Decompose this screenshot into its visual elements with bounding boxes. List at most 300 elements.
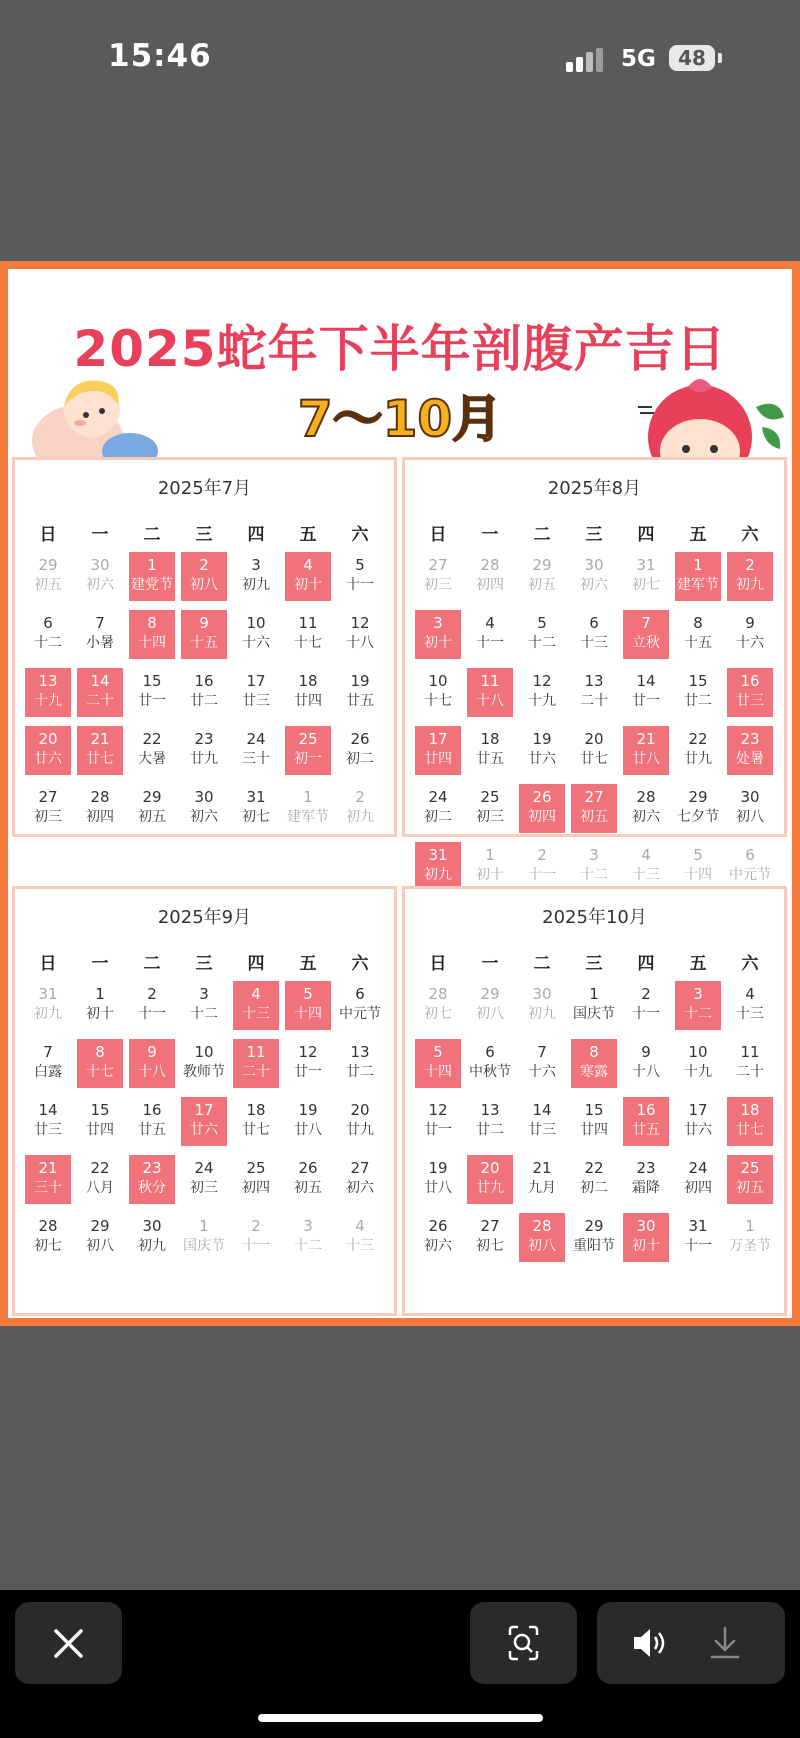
day-cell: [415, 981, 461, 1030]
day-number: 1: [745, 1217, 755, 1235]
day-number: 29: [688, 788, 708, 806]
lunar-label: 白露: [34, 1064, 62, 1080]
poster-content: [8, 269, 792, 1318]
lunar-label: 国庆节: [573, 1006, 615, 1022]
lunar-label: 十四: [138, 635, 166, 651]
day-number: 19: [350, 672, 370, 690]
day-number: 12: [350, 614, 370, 632]
day-number: 9: [199, 614, 209, 632]
day-cell: [623, 981, 669, 1030]
day-cell: [337, 1213, 383, 1262]
lunar-label: 廿三: [242, 693, 270, 709]
day-cell: [519, 610, 565, 659]
lunar-label: 十二: [190, 1006, 218, 1022]
day-cell: [129, 726, 175, 775]
weekday-header: 二: [533, 525, 551, 545]
day-number: 4: [485, 614, 495, 632]
day-number: 21: [636, 730, 656, 748]
day-number: 13: [350, 1043, 370, 1061]
auspicious-day-cell: [77, 1039, 123, 1088]
day-cell: [77, 1155, 123, 1204]
day-cell: [675, 1155, 721, 1204]
lunar-label: 廿三: [34, 1122, 62, 1138]
day-number: 2: [355, 788, 365, 806]
day-number: 8: [95, 1043, 105, 1061]
day-number: 23: [740, 730, 760, 748]
calendar-poster: [0, 261, 800, 1326]
lunar-label: 十三: [736, 1006, 764, 1022]
lunar-label: 初三: [424, 577, 452, 593]
day-number: 29: [584, 1217, 604, 1235]
close-button[interactable]: [15, 1602, 122, 1684]
lunar-label: 建军节: [287, 809, 329, 825]
day-cell: [337, 1155, 383, 1204]
day-cell: [623, 552, 669, 601]
day-number: 12: [298, 1043, 318, 1061]
day-number: 10: [246, 614, 266, 632]
speaker-icon[interactable]: [597, 1602, 691, 1684]
lunar-label: 初六: [190, 809, 218, 825]
day-cell: [727, 610, 773, 659]
lunar-label: 廿七: [580, 751, 608, 767]
lunar-label: 廿六: [528, 751, 556, 767]
lunar-label: 初十: [86, 1006, 114, 1022]
day-cell: [77, 610, 123, 659]
day-number: 8: [589, 1043, 599, 1061]
day-cell: [675, 1097, 721, 1146]
day-number: 10: [688, 1043, 708, 1061]
weekday-header: 日: [39, 525, 57, 545]
weekday-header: 三: [195, 954, 213, 974]
lunar-label: 廿三: [528, 1122, 556, 1138]
lunar-label: 万圣节: [729, 1238, 771, 1254]
lunar-label: 初五: [294, 1180, 322, 1196]
auspicious-day-cell: [415, 726, 461, 775]
lunar-label: 初七: [242, 809, 270, 825]
day-number: 29: [532, 556, 552, 574]
weekday-header: 四: [247, 525, 265, 545]
lunar-label: 初八: [190, 577, 218, 593]
weekday-header: 六: [741, 525, 759, 545]
day-cell: [675, 784, 721, 833]
lunar-label: 廿九: [346, 1122, 374, 1138]
lunar-label: 初八: [736, 809, 764, 825]
day-cell: [519, 1039, 565, 1088]
weekday-header: 日: [429, 954, 447, 974]
day-number: 1: [485, 846, 495, 864]
lunar-label: 十七: [86, 1064, 114, 1080]
day-number: 26: [298, 1159, 318, 1177]
day-cell: [181, 1213, 227, 1262]
lunar-label: 初十: [632, 1238, 660, 1254]
lunar-label: 初九: [424, 867, 452, 883]
weekday-header: 五: [689, 954, 707, 974]
day-number: 2: [251, 1217, 261, 1235]
day-number: 5: [693, 846, 703, 864]
signal-icon: [566, 48, 606, 72]
auspicious-day-cell: [571, 784, 617, 833]
day-cell: [285, 1213, 331, 1262]
day-cell: [467, 610, 513, 659]
day-cell: [285, 610, 331, 659]
weekday-header: 五: [299, 525, 317, 545]
day-cell: [25, 610, 71, 659]
auspicious-day-cell: [285, 552, 331, 601]
lunar-label: 十三: [242, 1006, 270, 1022]
auspicious-day-cell: [467, 1155, 513, 1204]
day-number: 5: [537, 614, 547, 632]
day-cell: [233, 668, 279, 717]
day-cell: [285, 1097, 331, 1146]
day-number: 27: [480, 1217, 500, 1235]
day-number: 25: [740, 1159, 760, 1177]
lunar-label: 二十: [580, 693, 608, 709]
day-number: 21: [90, 730, 110, 748]
weekday-header: 五: [299, 954, 317, 974]
day-cell: [571, 842, 617, 891]
day-cell: [337, 981, 383, 1030]
bottom-toolbar: [0, 1590, 800, 1738]
lunar-label: 中秋节: [469, 1064, 511, 1080]
lunar-label: 十九: [684, 1064, 712, 1080]
weekday-header: 四: [247, 954, 265, 974]
day-number: 27: [584, 788, 604, 806]
day-number: 7: [95, 614, 105, 632]
lunar-label: 十四: [294, 1006, 322, 1022]
auspicious-day-cell: [675, 552, 721, 601]
lunar-label: 初八: [476, 1006, 504, 1022]
day-cell: [467, 1097, 513, 1146]
day-number: 19: [298, 1101, 318, 1119]
day-number: 24: [246, 730, 266, 748]
lunar-label: 初九: [34, 1006, 62, 1022]
day-number: 7: [537, 1043, 547, 1061]
day-cell: [571, 981, 617, 1030]
auspicious-day-cell: [25, 726, 71, 775]
day-number: 28: [428, 985, 448, 1003]
day-cell: [467, 1039, 513, 1088]
day-cell: [233, 1155, 279, 1204]
auspicious-day-cell: [285, 981, 331, 1030]
auspicious-day-cell: [675, 981, 721, 1030]
day-number: 24: [688, 1159, 708, 1177]
day-number: 25: [246, 1159, 266, 1177]
day-number: 1: [147, 556, 157, 574]
battery-icon: 48: [669, 45, 715, 71]
auspicious-day-cell: [77, 668, 123, 717]
auspicious-day-cell: [181, 552, 227, 601]
lunar-label: 十八: [476, 693, 504, 709]
lunar-label: 初二: [424, 809, 452, 825]
lunar-label: 国庆节: [183, 1238, 225, 1254]
weekday-header: 五: [689, 525, 707, 545]
lunar-label: 初九: [138, 1238, 166, 1254]
day-cell: [233, 726, 279, 775]
lunar-label: 重阳节: [573, 1238, 615, 1254]
day-number: 9: [745, 614, 755, 632]
day-cell: [181, 726, 227, 775]
lunar-label: 十一: [242, 1238, 270, 1254]
day-number: 22: [90, 1159, 110, 1177]
weekday-header: 二: [143, 954, 161, 974]
lunar-label: 建党节: [131, 577, 173, 593]
day-cell: [129, 1213, 175, 1262]
day-number: 11: [246, 1043, 266, 1061]
day-cell: [571, 726, 617, 775]
lunar-label: 十八: [346, 635, 374, 651]
day-number: 13: [584, 672, 604, 690]
lunar-label: 初九: [528, 1006, 556, 1022]
status-bar: [0, 0, 800, 120]
day-number: 3: [251, 556, 261, 574]
lunar-label: 十三: [580, 635, 608, 651]
day-cell: [285, 1039, 331, 1088]
day-cell: [727, 981, 773, 1030]
lunar-label: 廿三: [736, 693, 764, 709]
lunar-label: 廿七: [86, 751, 114, 767]
lunar-label: 廿二: [346, 1064, 374, 1080]
lunar-label: 廿八: [424, 1180, 452, 1196]
day-cell: [129, 981, 175, 1030]
day-number: 3: [589, 846, 599, 864]
day-number: 24: [194, 1159, 214, 1177]
lunar-label: 初七: [34, 1238, 62, 1254]
lunar-label: 初六: [580, 577, 608, 593]
day-number: 25: [480, 788, 500, 806]
day-cell: [181, 981, 227, 1030]
lunar-label: 中元节: [339, 1006, 381, 1022]
home-indicator[interactable]: [258, 1714, 543, 1722]
lunar-label: 初四: [684, 1180, 712, 1196]
day-number: 11: [480, 672, 500, 690]
day-number: 3: [199, 985, 209, 1003]
day-cell: [623, 784, 669, 833]
auspicious-day-cell: [727, 668, 773, 717]
month-panel-august: [402, 457, 787, 883]
day-number: 28: [90, 788, 110, 806]
day-number: 18: [246, 1101, 266, 1119]
lunar-label: 廿五: [632, 1122, 660, 1138]
day-number: 2: [199, 556, 209, 574]
day-number: 24: [428, 788, 448, 806]
day-number: 7: [43, 1043, 53, 1061]
auspicious-day-cell: [129, 1039, 175, 1088]
battery-tip: [718, 53, 722, 63]
weekday-header: 三: [195, 525, 213, 545]
lunar-label: 十一: [138, 1006, 166, 1022]
day-number: 6: [43, 614, 53, 632]
day-number: 13: [480, 1101, 500, 1119]
weekday-header: 三: [585, 525, 603, 545]
day-cell: [337, 552, 383, 601]
day-cell: [337, 1039, 383, 1088]
lunar-label: 廿六: [684, 1122, 712, 1138]
day-number: 17: [688, 1101, 708, 1119]
lunar-label: 八月: [86, 1180, 114, 1196]
day-cell: [467, 981, 513, 1030]
lunar-label: 二十: [736, 1064, 764, 1080]
day-cell: [519, 1097, 565, 1146]
day-number: 25: [298, 730, 318, 748]
day-number: 27: [38, 788, 58, 806]
day-cell: [675, 668, 721, 717]
lunar-label: 十一: [684, 1238, 712, 1254]
lunar-label: 处暑: [736, 751, 764, 767]
day-cell: [727, 1039, 773, 1088]
day-cell: [623, 668, 669, 717]
day-number: 1: [693, 556, 703, 574]
weekday-header: 二: [143, 525, 161, 545]
lunar-label: 廿七: [242, 1122, 270, 1138]
auspicious-day-cell: [623, 610, 669, 659]
month-panel-september: [12, 886, 397, 1316]
auspicious-day-cell: [233, 981, 279, 1030]
day-cell: [467, 552, 513, 601]
day-cell: [337, 784, 383, 833]
day-number: 29: [38, 556, 58, 574]
day-cell: [623, 1155, 669, 1204]
day-cell: [181, 1155, 227, 1204]
lunar-label: 初八: [86, 1238, 114, 1254]
day-cell: [77, 784, 123, 833]
day-number: 14: [90, 672, 110, 690]
day-cell: [129, 668, 175, 717]
day-cell: [25, 1097, 71, 1146]
download-icon[interactable]: [691, 1602, 785, 1684]
lunar-label: 二十: [242, 1064, 270, 1080]
day-number: 27: [350, 1159, 370, 1177]
day-number: 29: [142, 788, 162, 806]
auspicious-day-cell: [129, 610, 175, 659]
day-number: 1: [303, 788, 313, 806]
lunar-label: 初九: [242, 577, 270, 593]
day-number: 17: [428, 730, 448, 748]
day-cell: [25, 552, 71, 601]
day-cell: [675, 726, 721, 775]
day-number: 16: [142, 1101, 162, 1119]
day-cell: [77, 1213, 123, 1262]
day-cell: [181, 1039, 227, 1088]
auspicious-day-cell: [25, 1155, 71, 1204]
day-number: 18: [298, 672, 318, 690]
auspicious-day-cell: [519, 784, 565, 833]
auspicious-day-cell: [181, 1097, 227, 1146]
day-cell: [675, 1039, 721, 1088]
day-cell: [285, 1155, 331, 1204]
day-number: 29: [90, 1217, 110, 1235]
lunar-label: 十四: [424, 1064, 452, 1080]
lunar-label: 廿五: [476, 751, 504, 767]
lunar-label: 廿一: [632, 693, 660, 709]
auspicious-day-cell: [77, 726, 123, 775]
day-cell: [233, 1213, 279, 1262]
day-cell: [519, 552, 565, 601]
day-number: 31: [246, 788, 266, 806]
lunar-label: 初五: [138, 809, 166, 825]
day-number: 20: [38, 730, 58, 748]
day-cell: [727, 784, 773, 833]
day-number: 1: [589, 985, 599, 1003]
lunar-label: 十五: [684, 635, 712, 651]
day-number: 19: [428, 1159, 448, 1177]
poster-title: 2025蛇年下半年剖腹产吉日: [73, 320, 727, 378]
auspicious-day-cell: [129, 1155, 175, 1204]
day-number: 6: [485, 1043, 495, 1061]
day-number: 30: [740, 788, 760, 806]
day-number: 31: [688, 1217, 708, 1235]
lunar-label: 十一: [632, 1006, 660, 1022]
day-cell: [467, 1213, 513, 1262]
day-number: 31: [428, 846, 448, 864]
auspicious-day-cell: [623, 1097, 669, 1146]
lunar-label: 十三: [346, 1238, 374, 1254]
day-cell: [675, 1213, 721, 1262]
weekday-header: 四: [637, 525, 655, 545]
lunar-label: 初五: [736, 1180, 764, 1196]
lunar-label: 初四: [528, 809, 556, 825]
month-title: 2025年10月: [542, 907, 647, 928]
day-cell: [727, 1213, 773, 1262]
day-cell: [623, 842, 669, 891]
day-number: 4: [745, 985, 755, 1003]
day-number: 20: [350, 1101, 370, 1119]
lunar-label: 三十: [242, 751, 270, 767]
lunar-label: 初八: [528, 1238, 556, 1254]
lunar-label: 初一: [294, 751, 322, 767]
day-number: 4: [355, 1217, 365, 1235]
lunar-label: 教师节: [183, 1064, 225, 1080]
lunar-label: 廿九: [190, 751, 218, 767]
lunar-label: 十一: [528, 867, 556, 883]
day-cell: [415, 1097, 461, 1146]
day-number: 31: [636, 556, 656, 574]
day-cell: [519, 981, 565, 1030]
auspicious-day-cell: [415, 1039, 461, 1088]
lunar-label: 十六: [528, 1064, 556, 1080]
day-cell: [519, 726, 565, 775]
day-number: 1: [199, 1217, 209, 1235]
auspicious-day-cell: [415, 842, 461, 891]
lunar-label: 十二: [294, 1238, 322, 1254]
auspicious-day-cell: [467, 668, 513, 717]
visual-lookup-icon: [470, 1602, 577, 1684]
day-number: 5: [303, 985, 313, 1003]
day-cell: [181, 784, 227, 833]
day-cell: [519, 1155, 565, 1204]
visual-lookup-button[interactable]: [470, 1602, 577, 1684]
lunar-label: 初二: [346, 751, 374, 767]
day-cell: [623, 1039, 669, 1088]
lunar-label: 廿四: [424, 751, 452, 767]
day-number: 13: [38, 672, 58, 690]
day-cell: [467, 784, 513, 833]
lunar-label: 十一: [346, 577, 374, 593]
day-number: 5: [355, 556, 365, 574]
lunar-label: 十二: [580, 867, 608, 883]
day-cell: [129, 1097, 175, 1146]
day-number: 4: [251, 985, 261, 1003]
lunar-label: 十三: [632, 867, 660, 883]
day-cell: [415, 668, 461, 717]
day-number: 15: [90, 1101, 110, 1119]
day-number: 16: [636, 1101, 656, 1119]
lunar-label: 初六: [86, 577, 114, 593]
day-number: 17: [194, 1101, 214, 1119]
day-cell: [519, 668, 565, 717]
lunar-label: 初七: [476, 1238, 504, 1254]
day-number: 18: [740, 1101, 760, 1119]
close-icon: [15, 1602, 122, 1684]
